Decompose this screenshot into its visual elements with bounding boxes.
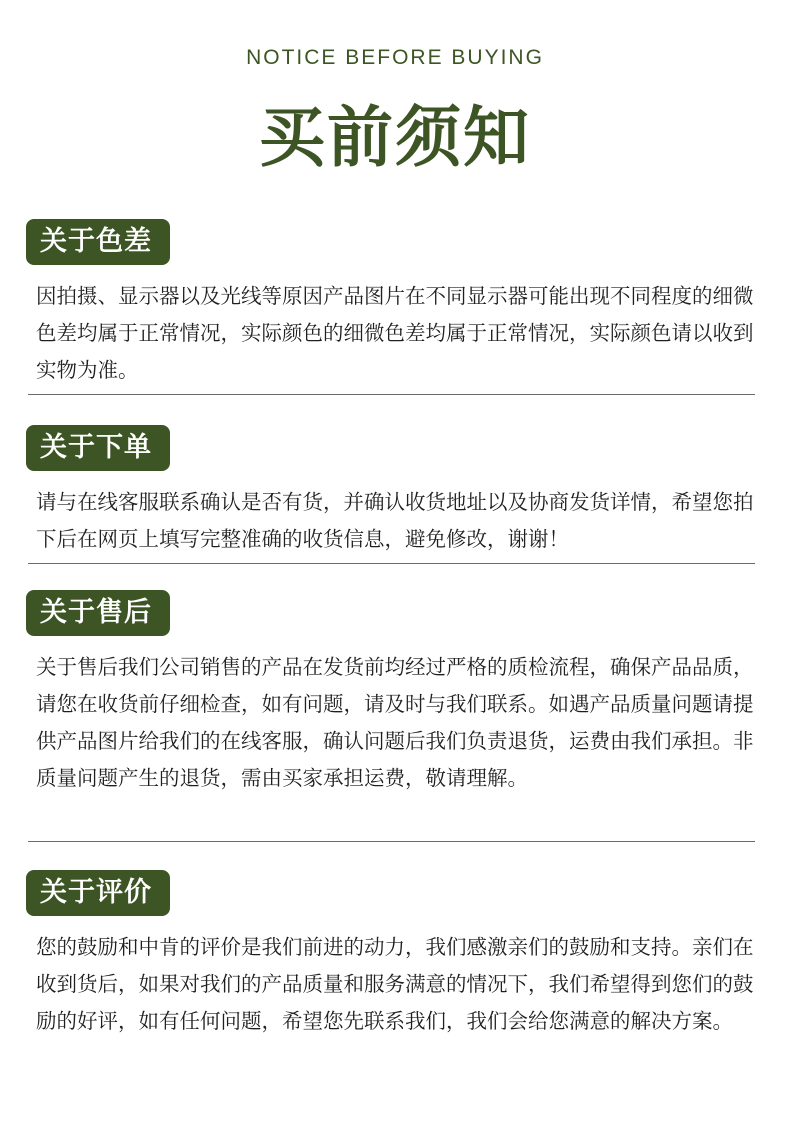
section-text-after-sales: 关于售后我们公司销售的产品在发货前均经过严格的质检流程，确保产品品质，请您在收货前仔细检查，如有问题，请及时与我们联系。如遇产品质量问题请提供产品图片给我们的在线客服，确认问题后我们负责退货，运费由我们承担。非质量问题产生的退货，需由买家承担运费，敬请理解。	[36, 655, 754, 790]
section-text-reviews: 您的鼓励和中肯的评价是我们前进的动力，我们感激亲们的鼓励和支持。亲们在收到货后，如果对我们的产品质量和服务满意的情况下，我们希望得到您们的鼓励的好评，如有任何问题，希望您先联系我们，我们会给您满意的解决方案。	[36, 935, 754, 1033]
section-heading-after-sales: 关于售后	[26, 590, 170, 636]
page-title: 买前须知	[259, 99, 531, 176]
section-heading-color-difference: 关于色差	[26, 219, 170, 265]
section-divider	[28, 841, 755, 842]
section-after-sales	[28, 590, 756, 797]
section-reviews	[28, 870, 756, 1040]
section-text-ordering: 请与在线客服联系确认是否有货，并确认收货地址以及协商发货详情，希望您拍下后在网页上填写完整准确的收货信息，避免修改，谢谢！	[36, 490, 754, 551]
section-color-difference	[28, 219, 756, 389]
section-heading-reviews: 关于评价	[26, 870, 170, 916]
section-ordering	[28, 425, 756, 558]
section-heading-ordering: 关于下单	[26, 425, 170, 471]
section-divider	[28, 563, 755, 564]
section-text-color-difference: 因拍摄、显示器以及光线等原因产品图片在不同显示器可能出现不同程度的细微色差均属于正常情况，实际颜色的细微色差均属于正常情况，实际颜色请以收到实物为准。	[36, 284, 754, 382]
notice-subtitle: NOTICE BEFORE BUYING	[246, 46, 544, 69]
section-divider	[28, 394, 755, 395]
